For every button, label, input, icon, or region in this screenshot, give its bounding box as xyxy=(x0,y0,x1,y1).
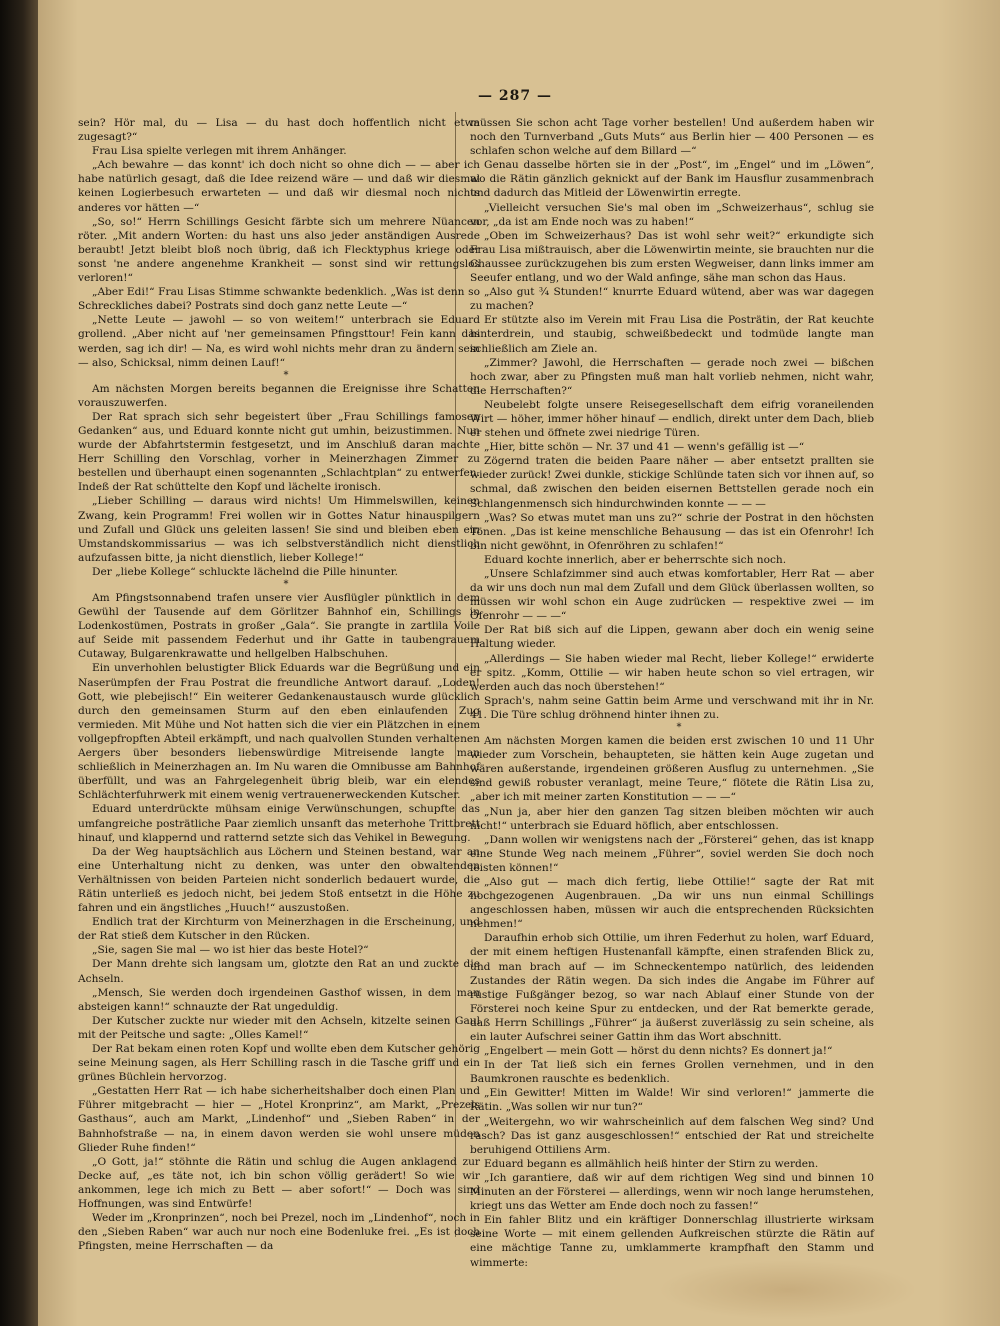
paragraph: Eduard unterdrückte mühsam einige Verwünschungen, schupfte das umfangreiche posträtliche Paar ziemlich unsanft das meterhohe Trittbrett hinauf, und klappernd und ratternd setzte sich das Vehikel in Bewegung. xyxy=(78,803,480,844)
paragraph: „Ich garantiere, daß wir auf dem richtigen Weg sind und binnen 10 Minuten an der Försterei — allerdings, wenn wir noch lange herumstehen, kriegt uns das Wetter am Ende doch noch zu fassen!“ xyxy=(470,1171,874,1213)
paragraph: „Gestatten Herr Rat — ich habe sicherheitshalber doch einen Plan und Führer mitgebracht — hier — „Hotel Kronprinz“, am Markt, „Prezels Gasthaus“, auch am Markt, „Lindenhof“ und „Sieben Raben“ in der Bahnhofstraße — na, in einem davon werden sie wohl unsere müden Glieder Ruhe finden!“ xyxy=(78,1085,480,1154)
paragraph: Eduard kochte innerlich, aber er beherrschte sich noch. xyxy=(484,553,787,566)
paragraph: „Unsere Schlafzimmer sind auch etwas komfortabler, Herr Rat — aber da wir uns doch nun mal dem Zufall und dem Glück überlassen wollten, so müssen wir wohl schon ein Auge zudrücken — respektive zwei — im Ofenrohr — — —“ xyxy=(470,568,874,623)
section-separator: * xyxy=(676,722,682,734)
paragraph: Eduard begann es allmählich heiß hinter der Stirn zu werden. xyxy=(484,1157,819,1170)
paragraph: Neubelebt folgte unsere Reisegesellschaft dem eifrig voraneilenden Wirt — höher, immer höher hinauf — endlich, direkt unter dem Dach, blieb er stehen und öffnete zwei niedrige Türen. xyxy=(470,398,874,440)
paragraph: Endlich trat der Kirchturm von Meinerzhagen in die Erscheinung, und der Rat stieß dem Kutscher in den Rücken. xyxy=(78,916,480,943)
paragraph: Der „liebe Kollege“ schluckte lächelnd die Pille hinunter. xyxy=(92,565,398,578)
paragraph: „Oben im Schweizerhaus? Das ist wohl sehr weit?“ erkundigte sich Frau Lisa mißtrauisch, aber die Löwenwirtin meinte, sie brauchten nur die Chaussee zurückzugehen bis zum ersten Wegweiser, dann links immer am Seeufer entlang, und wo der Wald anfinge, sähe man schon das Haus. xyxy=(470,229,874,285)
book-binding-edge xyxy=(0,0,38,1326)
paragraph: „So, so!“ Herrn Schillings Gesicht färbte sich um mehrere Nüancen röter. „Mit andern Worten: du hast uns also jeder anständigen Ausrede beraubt! Jetzt bleibt bloß noch übrig, daß ich Flecktyphus kriege oder sonst 'ne andere angenehme Krankheit — sonst sind wir rettungslos verloren!“ xyxy=(78,215,480,285)
paragraph: Frau Lisa spielte verlegen mit ihrem Anhänger. xyxy=(92,145,347,158)
paragraph: „Vielleicht versuchen Sie's mal oben im „Schweizerhaus“, schlug sie vor, „da ist am Ende noch was zu haben!“ xyxy=(470,201,874,228)
paragraph: „Sie, sagen Sie mal — wo ist hier das beste Hotel?“ xyxy=(92,944,369,957)
paragraph: „Zimmer? Jawohl, die Herrschaften — gerade noch zwei — bißchen hoch zwar, aber zu Pfingsten muß man halt vorlieb nehmen, nicht wahr, die Herrschaften?“ xyxy=(470,356,874,397)
paragraph: „Ein Gewitter! Mitten im Walde! Wir sind verloren!“ jammerte die Rätin. „Was sollen wir nur tun?“ xyxy=(470,1087,874,1114)
paragraph: Da der Weg hauptsächlich aus Löchern und Steinen bestand, war an eine Unterhaltung nicht zu denken, was unter den obwaltenden Verhältnissen von beiden Parteien nicht sonderlich bedauert wurde, die Rätin unterließ es jedoch nicht, bei jedem Stoß entsetzt in die Höhe zu fahren und ein ängstliches „Huuch!“ auszustoßen. xyxy=(78,845,480,915)
right-text-column xyxy=(470,116,874,1270)
paragraph: „Engelbert — mein Gott — hörst du denn nichts? Es donnert ja!“ xyxy=(484,1045,833,1058)
section-separator: * xyxy=(283,369,289,381)
paragraph: sein? Hör mal, du — Lisa — du hast doch hoffentlich nicht etwa zugesagt?“ xyxy=(78,117,480,144)
paragraph: Am nächsten Morgen kamen die beiden erst zwischen 10 und 11 Uhr wieder zum Vorschein, behaupteten, sie hätten kein Auge zugetan und wären außerstande, irgendeinen größeren Ausflug zu unternehmen. „Sie sind gewiß robuster veranlagt, meine Teure,“ flötete die Rätin Lisa zu, „aber ich mit meiner zarten Konstitution — — —“ xyxy=(470,735,874,804)
paragraph: Am nächsten Morgen bereits begannen die Ereignisse ihre Schatten vorauszuwerfen. xyxy=(78,382,480,409)
section-separator: * xyxy=(283,579,289,590)
paragraph: „Was? So etwas mutet man uns zu?“ schrie der Postrat in den höchsten Tönen. „Das ist keine menschliche Behausung — das ist ein Ofenrohr! Ich bin nicht gewöhnt, in Ofenröhren zu schlafen!“ xyxy=(470,511,874,552)
paragraph: müssen Sie schon acht Tage vorher bestellen! Und außerdem haben wir noch den Turnverband „Guts Muts“ aus Berlin hier — 400 Personen — es schlafen schon welche auf dem Billard —“ xyxy=(470,117,874,158)
paragraph: Der Rat bekam einen roten Kopf und wollte eben dem Kutscher gehörig seine Meinung sagen, als Herr Schilling rasch in die Tasche griff und ein grünes Büchlein hervorzog. xyxy=(78,1043,480,1084)
paragraph: „Lieber Schilling — daraus wird nichts! Um Himmelswillen, keinen Zwang, kein Programm! Frei wollen wir in Gottes Natur hinauspilgern und Zufall und Glück uns geleiten lassen! Sie sind und bleiben eben ein Umstandskommissarius — was ich selbstverständlich nicht dienstlich aufzufassen bitte, ja nicht dienstlich, lieber Kollege!“ xyxy=(78,495,480,564)
paragraph: Der Rat sprach sich sehr begeistert über „Frau Schillings famosen Gedanken“ aus, und Eduard konnte nicht gut umhin, beizustimmen. Nun wurde der Abfahrtstermin festgesetzt, und im Anschluß daran machte Herr Schilling den Vorschlag, vorher in Meinerzhagen Zimmer zu bestellen und überhaupt einen sogenannten „Schlachtplan“ zu entwerfen. Indeß der Rat schüttelte den Kopf und lächelte ironisch. xyxy=(78,410,480,494)
paragraph: Genau dasselbe hörten sie in der „Post“, im „Engel“ und im „Löwen“, wo die Rätin gänzlich geknickt auf der Bank im Hausflur zusammenbrach und dadurch das Mitleid der Löwenwirtin erregte. xyxy=(470,159,874,200)
paragraph: „Also gut ¾ Stunden!“ knurrte Eduard wütend, aber was war dagegen zu machen? xyxy=(470,286,874,313)
paragraph: Ein fahler Blitz und ein kräftiger Donnerschlag illustrierte wirksam seine Worte — mit einem gellenden Aufkreischen stürzte die Rätin auf eine mächtige Tanne zu, umklammerte krampfhaft den Stamm und wimmerte: xyxy=(470,1214,874,1269)
paragraph: Weder im „Kronprinzen“, noch bei Prezel, noch im „Lindenhof“, noch in den „Sieben Raben“ war auch nur noch eine Bodenluke frei. „Es ist doch Pfingsten, meine Herrschaften — da xyxy=(78,1212,480,1253)
paragraph: In der Tat ließ sich ein fernes Grollen vernehmen, und in den Baumkronen rauschte es bedenklich. xyxy=(470,1059,874,1086)
paragraph: Ein unverhohlen belustigter Blick Eduards war die Begrüßung und ein Naserümpfen der Frau Postrat die freundliche Antwort darauf. „Loden! Gott, wie plebejisch!“ Ein weiterer Gedankenaustausch wurde glücklich durch den gemeinsamen Sturm auf den eben einlaufenden Zug vermieden. Mit Mühe und Not hatten sich die vier ein Plätzchen in einem vollgepfropften Abteil erkämpft, und nach qualvollen Stunden verhaltenen Aergers über besonders liebenswürdige Mitreisende langte man schließlich in Meinerzhagen an. Im Nu waren die Omnibusse am Bahnhof überfüllt, und was an Fahrgelegenheit übrig bleib, war ein elendes Schlächterfuhrwerk mit einem wenig vertrauenerweckenden Kutscher. xyxy=(78,662,480,802)
paragraph: „Nun ja, aber hier den ganzen Tag sitzen bleiben möchten wir auch nicht!“ unterbrach sie Eduard höflich, aber entschlossen. xyxy=(470,805,874,832)
paragraph: Sprach's, nahm seine Gattin beim Arme und verschwand mit ihr in Nr. 41. Die Türe schlug dröhnend hinter ihnen zu. xyxy=(470,694,874,721)
paragraph: Der Rat biß sich auf die Lippen, gewann aber doch ein wenig seine Haltung wieder. xyxy=(470,624,874,651)
paragraph: „Nette Leute — jawohl — so von weitem!“ unterbrach sie Eduard grollend. „Aber nicht auf 'ner gemeinsamen Pfingsttour! Fein kann das werden, sag ich dir! — Na, es wird wohl nichts mehr dran zu ändern sein — also, Schicksal, nimm deinen Lauf!“ xyxy=(78,314,480,369)
paragraph: „Aber Edi!“ Frau Lisas Stimme schwankte bedenklich. „Was ist denn so Schreckliches dabei? Postrats sind doch ganz nette Leute —“ xyxy=(78,286,480,313)
paragraph: „Weitergehn, wo wir wahrscheinlich auf dem falschen Weg sind? Und rasch? Das ist ganz ausgeschlossen!“ entschied der Rat und streichelte beruhigend Ottiliens Arm. xyxy=(470,1115,874,1156)
paragraph: Der Kutscher zuckte nur wieder mit den Achseln, kitzelte seinen Gaul mit der Peitsche und sagte: „Olles Kamel!“ xyxy=(78,1014,480,1041)
left-text-column xyxy=(78,116,480,1253)
paragraph: Der Mann drehte sich langsam um, glotzte den Rat an und zuckte die Achseln. xyxy=(78,958,480,985)
paragraph: „Allerdings — Sie haben wieder mal Recht, lieber Kollege!“ erwiderte er spitz. „Komm, Ottilie — wir haben heute schon so viel ertragen, wir werden auch das noch überstehen!“ xyxy=(470,652,874,693)
paragraph: „Mensch, Sie werden doch irgendeinen Gasthof wissen, in dem man absteigen kann!“ schnauzte der Rat ungeduldig. xyxy=(78,986,480,1013)
page-number: — 287 — xyxy=(478,88,552,104)
paragraph: Zögernd traten die beiden Paare näher — aber entsetzt prallten sie wieder zurück! Zwei dunkle, stickige Schlünde taten sich vor ihnen auf, so schmal, daß zwischen den beiden eisernen Bettstellen gerade noch ein Schlangenmensch sich hindurchwinden konnte — — — xyxy=(470,455,874,510)
paragraph: „Hier, bitte schön — Nr. 37 und 41 — wenn's gefällig ist —“ xyxy=(484,441,805,454)
paragraph: Er stützte also im Verein mit Frau Lisa die Posträtin, der Rat keuchte hinterdrein, und staubig, schweißbedeckt und todmüde langte man schließlich am Ziele an. xyxy=(470,314,874,355)
paragraph: „Ach bewahre — das konnt' ich doch nicht so ohne dich — — aber ich habe natürlich gesagt, daß die Idee reizend wäre — und daß wir diesmal keinen Logierbesuch erwarteten — und daß wir diesmal noch nichts anderes vor hätten —“ xyxy=(78,159,480,214)
paragraph: „Dann wollen wir wenigstens nach der „Försterei“ gehen, das ist knapp eine Stunde Weg nach meinem „Führer“, soviel werden Sie doch noch leisten können!“ xyxy=(470,833,874,874)
paragraph: Am Pfingstsonnabend trafen unsere vier Ausflügler pünktlich in dem Gewühl der Tausende auf dem Görlitzer Bahnhof ein, Schillings in Lodenkostümen, Postrats in großer „Gala“. Sie prangte in zartlila Voile auf Seide mit passendem Federhut und ihr Gatte in taubengrauem Cutaway, Bulgarenkrawatte und hellgelben Halbschuhen. xyxy=(78,592,480,661)
paragraph: „Also gut — mach dich fertig, liebe Ottilie!“ sagte der Rat mit hochgezogenen Augenbrauen. „Da wir uns nun einmal Schillings angeschlossen haben, müssen wir auch die entsprechenden Rücksichten nehmen!“ xyxy=(470,875,874,931)
paragraph: Daraufhin erhob sich Ottilie, um ihren Federhut zu holen, warf Eduard, der mit einem heftigen Hustenanfall kämpfte, einen strafenden Blick zu, und man brach auf — im Schneckentempo natürlich, des leidenden Zustandes der Rätin wegen. Da sich indes die Angabe im Führer auf rüstige Fußgänger bezog, so war nach Ablauf einer Stunde von der Försterei noch keine Spur zu entdecken, und der Rat bemerkte gerade, daß Herrn Schillings „Führer“ ja äußerst zuverlässig zu sein scheine, als ein lauter Aufschrei seiner Gattin ihm das Wort abschnitt. xyxy=(470,932,874,1043)
paragraph: „O Gott, ja!“ stöhnte die Rätin und schlug die Augen anklagend zur Decke auf, „es täte not, ich bin schon völlig gerädert! So wie wir ankommen, lege ich mich zu Bett — aber sofort!“ — Doch was sind Hoffnungen, was sind Entwürfe! xyxy=(78,1155,480,1211)
